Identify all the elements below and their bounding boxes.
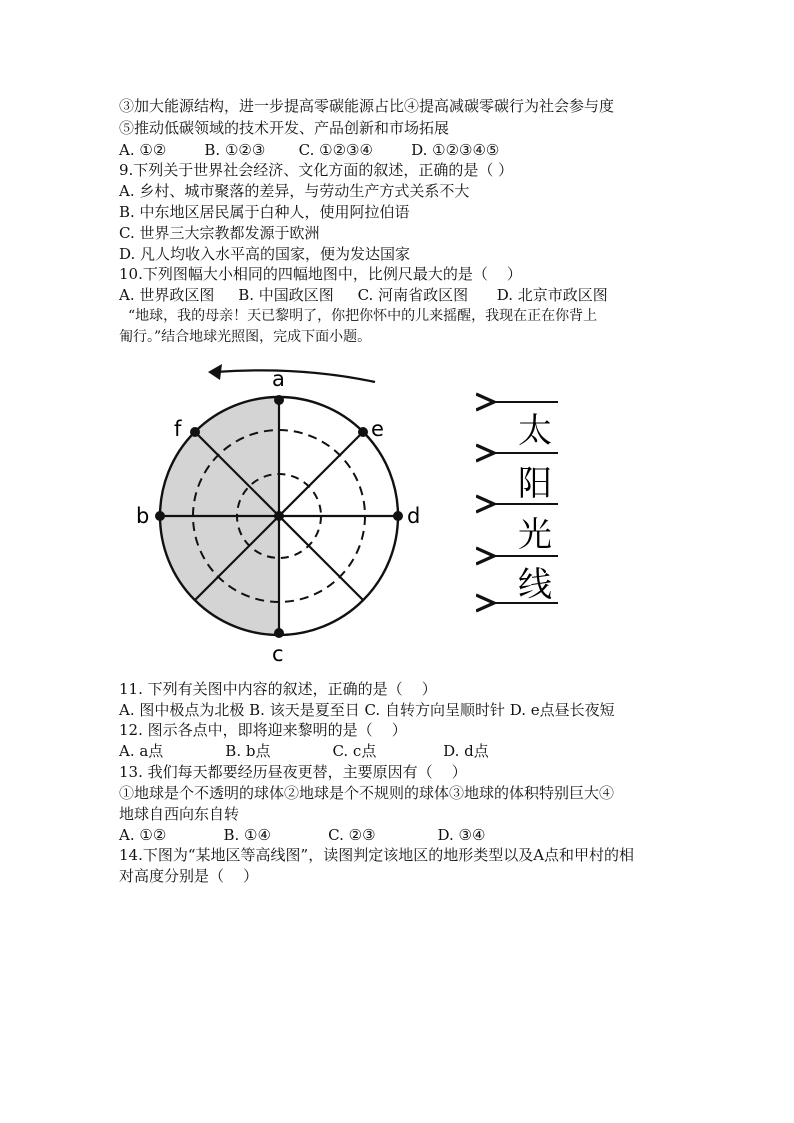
point-b-label: b	[136, 504, 150, 528]
sunlight-char: 线	[518, 565, 552, 605]
sunlight-char: 太	[518, 411, 552, 451]
poem-line: “地球，我的母亲！天已黎明了，你把你怀中的儿来摇醒，我现在正在你背上	[128, 308, 598, 324]
sunlight-char: 阳	[518, 464, 552, 504]
point-d-dot	[393, 511, 403, 521]
question-13-statements: ①地球是个不透明的球体②地球是个不规则的球体③地球的体积特别巨大④	[119, 784, 615, 802]
question-12-stem: 12. 图示各点中，即将迎来黎明的是（ ）	[119, 721, 407, 739]
poem-line: 匍行。”结合地球光照图，完成下面小题。	[119, 329, 372, 345]
question-12-options: A. a点 B. b点 C. c点 D. d点	[119, 742, 489, 760]
earth-illumination-diagram	[120, 360, 590, 680]
point-d-label: d	[407, 504, 421, 528]
rotation-arrowhead	[208, 364, 222, 380]
sunlight-char: 光	[518, 515, 552, 555]
point-c-dot	[274, 628, 284, 638]
text-line: A. ①② B. ①②③ C. ①②③④ D. ①②③④⑤	[119, 141, 500, 159]
question-13-options: A. ①② B. ①④ C. ②③ D. ③④	[119, 826, 486, 844]
option-d: D. 凡人均收入水平高的国家，便为发达国家	[119, 245, 411, 263]
point-e-label: e	[371, 417, 384, 441]
point-b-dot	[155, 511, 165, 521]
question-10-options: A. 世界政区图 B. 中国政区图 C. 河南省政区图 D. 北京市政区图	[119, 286, 608, 304]
point-f-label: f	[174, 417, 182, 441]
text-line: ③加大能源结构，进一步提高零碳能源占比④提高减碳零碳行为社会参与度	[119, 97, 615, 115]
question-14-stem-cont: 对高度分别是（ ）	[119, 867, 259, 885]
point-a-label: a	[272, 367, 285, 391]
question-13-statements-cont: 地球自西向东自转	[119, 805, 240, 823]
question-10-stem: 10.下列图幅大小相同的四幅地图中，比例尺最大的是（ ）	[119, 265, 522, 283]
question-13-stem: 13. 我们每天都要经历昼夜更替，主要原因有（ ）	[119, 763, 467, 781]
question-11-options: A. 图中极点为北极 B. 该天是夏至日 C. 自转方向呈顺时针 D. e点昼长夜短	[119, 701, 615, 719]
option-a: A. 乡村、城市聚落的差异，与劳动生产方式关系不大	[119, 182, 470, 200]
pole-center-dot	[274, 511, 284, 521]
point-e-dot	[358, 427, 368, 437]
question-14-stem: 14.下图为“某地区等高线图”，读图判定该地区的地形类型以及A点和甲村的相	[119, 846, 635, 864]
option-c: C. 世界三大宗教都发源于欧洲	[119, 224, 320, 242]
rotation-arrow	[215, 370, 375, 382]
question-11-stem: 11. 下列有关图中内容的叙述，正确的是（ ）	[119, 680, 437, 698]
point-f-dot	[190, 427, 200, 437]
question-9-stem: 9.下列关于世界社会经济、文化方面的叙述，正确的是（ ）	[119, 161, 514, 179]
point-c-label: c	[272, 642, 284, 666]
text-line: ⑤推动低碳领域的技术开发、产品创新和市场拓展	[119, 119, 450, 137]
option-b: B. 中东地区居民属于白种人，使用阿拉伯语	[119, 203, 410, 221]
point-a-dot	[274, 395, 284, 405]
